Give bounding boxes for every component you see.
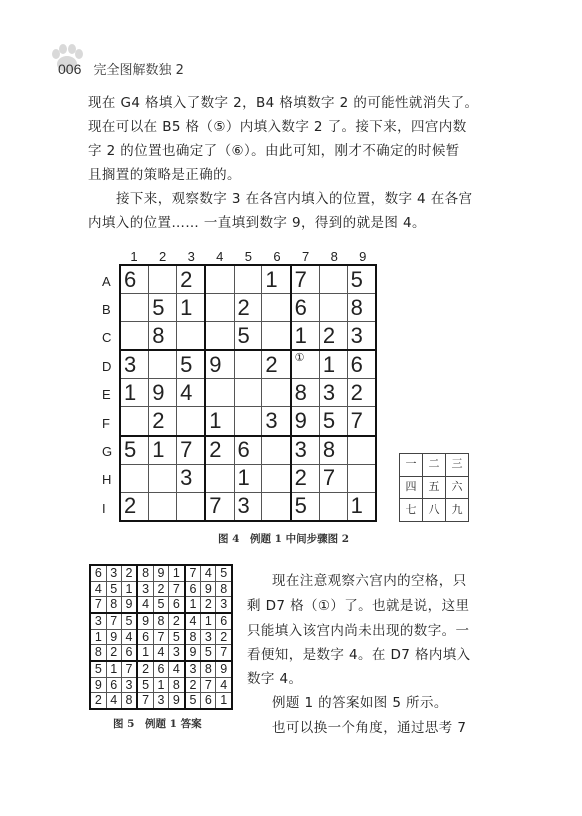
grid-cell: 4 — [169, 661, 185, 677]
grid-cell: 5 — [347, 265, 376, 294]
grid-cell: 2 — [120, 492, 149, 521]
grid-cell: 七 — [400, 499, 423, 522]
grid-cell: 7 — [347, 407, 376, 436]
grid-cell — [149, 350, 177, 379]
grid-cell — [205, 379, 234, 407]
grid-cell: 8 — [149, 322, 177, 351]
grid-row — [120, 464, 376, 492]
grid-cell: 6 — [121, 645, 137, 661]
grid-cell: 8 — [185, 629, 201, 645]
row-label: H — [102, 472, 112, 487]
grid-cell: 1 — [120, 379, 149, 407]
grid-cell: 7 — [90, 597, 106, 613]
grid-cell: 8 — [121, 693, 137, 709]
grid-row — [90, 645, 232, 661]
grid-cell: 7 — [106, 613, 121, 629]
grid-cell — [177, 407, 206, 436]
grid-cell: 4 — [216, 677, 232, 693]
paragraph-line: 现在可以在 B5 格（⑤）内填入数字 2 了。接下来，四宫内数 — [88, 119, 467, 135]
grid-cell: 2 — [234, 294, 262, 322]
grid-cell: 6 — [185, 581, 201, 597]
grid-cell: 7 — [177, 436, 206, 465]
grid-cell: 1 — [262, 265, 291, 294]
grid-cell — [262, 464, 291, 492]
grid-row — [120, 492, 376, 521]
paragraph-line: 剩 D7 格（①）了。也就是说，这里 — [247, 598, 470, 614]
grid-cell — [262, 492, 291, 521]
grid-cell: 3 — [319, 379, 347, 407]
grid-cell — [262, 379, 291, 407]
grid-cell: 3 — [153, 693, 168, 709]
grid-row — [90, 661, 232, 677]
grid-cell: 9 — [185, 645, 201, 661]
grid-cell: 1 — [291, 322, 320, 351]
paragraph-line: 看便知，是数字 4。在 D7 格内填入 — [247, 647, 471, 663]
grid-row — [90, 693, 232, 709]
grid-cell: 5 — [90, 661, 106, 677]
grid-cell: 3 — [106, 565, 121, 581]
paragraph-line: 现在注意观察六宫内的空格，只 — [272, 573, 467, 589]
grid-row — [120, 436, 376, 465]
grid-cell: 2 — [169, 613, 185, 629]
grid-cell: 3 — [169, 645, 185, 661]
grid-cell: 1 — [106, 661, 121, 677]
grid-cell: 6 — [153, 661, 168, 677]
grid-cell: 5 — [291, 492, 320, 521]
grid-cell — [234, 265, 262, 294]
grid-cell: 2 — [121, 565, 137, 581]
grid-row — [120, 350, 376, 379]
grid-cell — [149, 492, 177, 521]
grid-cell: 9 — [201, 581, 216, 597]
column-label: 2 — [158, 249, 167, 264]
grid-cell: 1 — [137, 645, 153, 661]
grid-cell: 6 — [347, 350, 376, 379]
grid-cell: 9 — [149, 379, 177, 407]
grid-cell: 4 — [177, 379, 206, 407]
grid-cell: 7 — [319, 464, 347, 492]
grid-cell — [149, 464, 177, 492]
paragraph-line: 字 2 的位置也确定了（⑥）。由此可知，刚才不确定的时候暂 — [88, 143, 460, 159]
column-label: 6 — [273, 249, 281, 264]
grid-cell: 7 — [169, 581, 185, 597]
grid-cell — [319, 294, 347, 322]
grid-cell: 7 — [291, 265, 320, 294]
grid-cell — [205, 265, 234, 294]
grid-cell: 8 — [153, 613, 168, 629]
grid-cell: 9 — [106, 629, 121, 645]
grid-cell: 六 — [446, 476, 469, 499]
grid-cell — [262, 294, 291, 322]
row-label: C — [102, 330, 112, 345]
grid-cell: 3 — [216, 597, 232, 613]
grid-cell: 3 — [137, 581, 153, 597]
box-number-legend — [399, 453, 469, 522]
grid-row — [400, 499, 469, 522]
grid-cell: 2 — [205, 436, 234, 465]
grid-cell: 6 — [234, 436, 262, 465]
grid-cell: 5 — [106, 581, 121, 597]
paragraph-line: 例题 1 的答案如图 5 所示。 — [272, 695, 448, 711]
grid-cell: 2 — [177, 265, 206, 294]
grid-cell: 1 — [121, 581, 137, 597]
grid-cell: 2 — [262, 350, 291, 379]
grid-cell: 8 — [319, 436, 347, 465]
grid-cell: 5 — [319, 407, 347, 436]
grid-cell: 4 — [201, 565, 216, 581]
grid-cell: 9 — [291, 407, 320, 436]
row-label: D — [102, 359, 112, 374]
grid-cell — [120, 464, 149, 492]
column-label: 7 — [301, 249, 310, 264]
grid-cell — [234, 379, 262, 407]
grid-cell: 1 — [177, 294, 206, 322]
grid-cell: 四 — [400, 476, 423, 499]
grid-cell: 2 — [106, 645, 121, 661]
row-label: E — [102, 387, 111, 402]
grid-cell — [347, 464, 376, 492]
grid-row — [120, 379, 376, 407]
grid-cell: 5 — [121, 613, 137, 629]
column-label: 3 — [187, 249, 195, 264]
paragraph-line: 内填入的位置…… 一直填到数字 9，得到的就是图 4。 — [88, 215, 426, 231]
grid-cell: 1 — [90, 629, 106, 645]
grid-cell: 5 — [120, 436, 149, 465]
grid-cell: 6 — [216, 613, 232, 629]
grid-cell — [319, 265, 347, 294]
grid-cell: 2 — [319, 322, 347, 351]
grid-cell: 2 — [347, 379, 376, 407]
grid-cell: 2 — [201, 597, 216, 613]
grid-cell: 1 — [149, 436, 177, 465]
grid-cell: 2 — [291, 464, 320, 492]
grid-cell: 8 — [201, 661, 216, 677]
grid-cell — [177, 492, 206, 521]
grid-row — [90, 677, 232, 693]
grid-cell: 8 — [90, 645, 106, 661]
grid-cell: 6 — [137, 629, 153, 645]
grid-cell: 3 — [291, 436, 320, 465]
grid-cell: 9 — [169, 693, 185, 709]
grid-cell: 2 — [216, 629, 232, 645]
grid-row — [400, 476, 469, 499]
grid-cell: 2 — [137, 661, 153, 677]
grid-cell: 2 — [153, 581, 168, 597]
grid-cell — [262, 436, 291, 465]
grid-cell: 5 — [149, 294, 177, 322]
row-label: G — [102, 444, 113, 459]
grid-cell: 3 — [90, 613, 106, 629]
grid-cell: 7 — [216, 645, 232, 661]
grid-cell: 8 — [216, 581, 232, 597]
grid-cell: 5 — [201, 645, 216, 661]
grid-cell: 6 — [201, 693, 216, 709]
grid-row — [120, 294, 376, 322]
grid-cell: 7 — [137, 693, 153, 709]
grid-cell: 8 — [106, 597, 121, 613]
grid-cell: 7 — [153, 629, 168, 645]
grid-cell: 2 — [149, 407, 177, 436]
row-label: F — [102, 416, 110, 431]
grid-cell: 9 — [216, 661, 232, 677]
grid-cell: 8 — [347, 294, 376, 322]
grid-row — [90, 581, 232, 597]
column-label: 5 — [244, 249, 252, 264]
grid-cell: 6 — [169, 597, 185, 613]
grid-cell: 3 — [185, 661, 201, 677]
column-label: 8 — [330, 249, 338, 264]
grid-cell — [347, 436, 376, 465]
grid-cell: 4 — [137, 597, 153, 613]
grid-cell: ① — [291, 350, 320, 379]
grid-cell: 7 — [121, 661, 137, 677]
column-label: 9 — [359, 249, 367, 264]
grid-cell: 1 — [185, 597, 201, 613]
grid-row — [90, 597, 232, 613]
grid-cell: 5 — [185, 693, 201, 709]
grid-cell: 4 — [185, 613, 201, 629]
grid-cell: 1 — [234, 464, 262, 492]
grid-cell: 9 — [205, 350, 234, 379]
book-title: 完全图解数独 2 — [93, 63, 184, 78]
grid-cell: 9 — [153, 565, 168, 581]
grid-cell: 9 — [137, 613, 153, 629]
grid-cell — [205, 464, 234, 492]
grid-cell: 3 — [177, 464, 206, 492]
grid-row — [120, 407, 376, 436]
grid-cell: 6 — [291, 294, 320, 322]
grid-cell: 1 — [153, 677, 168, 693]
grid-cell: 4 — [90, 581, 106, 597]
grid-cell: 五 — [423, 476, 446, 499]
column-label: 1 — [130, 249, 138, 264]
grid-cell — [149, 265, 177, 294]
grid-cell: 3 — [201, 629, 216, 645]
grid-cell: 7 — [185, 565, 201, 581]
grid-cell: 2 — [90, 693, 106, 709]
grid-cell — [177, 322, 206, 351]
grid-cell — [205, 294, 234, 322]
grid-cell: 1 — [319, 350, 347, 379]
grid-cell: 3 — [262, 407, 291, 436]
grid-cell: 1 — [205, 407, 234, 436]
paragraph-line: 数字 4。 — [247, 671, 303, 687]
grid-cell: 1 — [201, 613, 216, 629]
grid-cell: 1 — [347, 492, 376, 521]
grid-cell — [205, 322, 234, 351]
paragraph-line: 接下来，观察数字 3 在各宫内填入的位置，数字 4 在各宫 — [116, 191, 473, 207]
grid-cell: 2 — [185, 677, 201, 693]
grid-cell: 4 — [106, 693, 121, 709]
grid-cell — [120, 322, 149, 351]
grid-cell: 3 — [347, 322, 376, 351]
grid-cell: 8 — [291, 379, 320, 407]
sudoku-grid-figure5-answer — [89, 564, 233, 710]
grid-cell: 7 — [201, 677, 216, 693]
grid-cell: 三 — [446, 454, 469, 477]
grid-cell: 3 — [120, 350, 149, 379]
grid-cell: 一 — [400, 454, 423, 477]
grid-cell: 8 — [169, 677, 185, 693]
grid-cell: 1 — [169, 565, 185, 581]
grid-cell: 9 — [121, 597, 137, 613]
figure5-caption: 图 5 例题 1 答案 — [113, 718, 202, 730]
grid-cell: 4 — [121, 629, 137, 645]
row-label: A — [102, 274, 111, 289]
grid-cell: 9 — [90, 677, 106, 693]
grid-cell: 5 — [153, 597, 168, 613]
row-label: I — [102, 501, 106, 516]
grid-cell: 7 — [205, 492, 234, 521]
grid-cell: 3 — [234, 492, 262, 521]
grid-cell — [234, 407, 262, 436]
grid-cell: 5 — [234, 322, 262, 351]
sudoku-grid-figure4 — [119, 264, 377, 522]
row-label: B — [102, 302, 111, 317]
figure4-caption: 图 4 例题 1 中间步骤图 2 — [218, 533, 350, 545]
grid-row — [90, 629, 232, 645]
grid-cell: 5 — [177, 350, 206, 379]
grid-row — [400, 454, 469, 477]
paragraph-line: 也可以换一个角度，通过思考 7 — [272, 720, 467, 736]
grid-cell: 九 — [446, 499, 469, 522]
grid-cell: 5 — [216, 565, 232, 581]
grid-row — [90, 565, 232, 581]
grid-cell: 6 — [90, 565, 106, 581]
grid-row — [90, 613, 232, 629]
grid-cell — [234, 350, 262, 379]
running-header — [58, 59, 184, 78]
grid-cell: 6 — [106, 677, 121, 693]
grid-cell: 8 — [137, 565, 153, 581]
grid-cell: 5 — [137, 677, 153, 693]
grid-row — [120, 322, 376, 351]
grid-cell — [120, 294, 149, 322]
paragraph-line: 只能填入该宫内尚未出现的数字。一 — [247, 623, 470, 639]
grid-cell: 3 — [121, 677, 137, 693]
grid-cell — [120, 407, 149, 436]
paragraph-line: 且搁置的策略是正确的。 — [88, 167, 241, 183]
grid-cell: 二 — [423, 454, 446, 477]
grid-cell: 6 — [120, 265, 149, 294]
grid-cell: 5 — [169, 629, 185, 645]
column-label: 4 — [216, 249, 224, 264]
page-number: 006 — [58, 61, 82, 77]
grid-cell — [262, 322, 291, 351]
grid-cell: 4 — [153, 645, 168, 661]
grid-cell: 八 — [423, 499, 446, 522]
grid-row — [120, 265, 376, 294]
paragraph-line: 现在 G4 格填入了数字 2，B4 格填数字 2 的可能性就消失了。 — [88, 95, 479, 111]
grid-cell — [319, 492, 347, 521]
grid-cell: 1 — [216, 693, 232, 709]
